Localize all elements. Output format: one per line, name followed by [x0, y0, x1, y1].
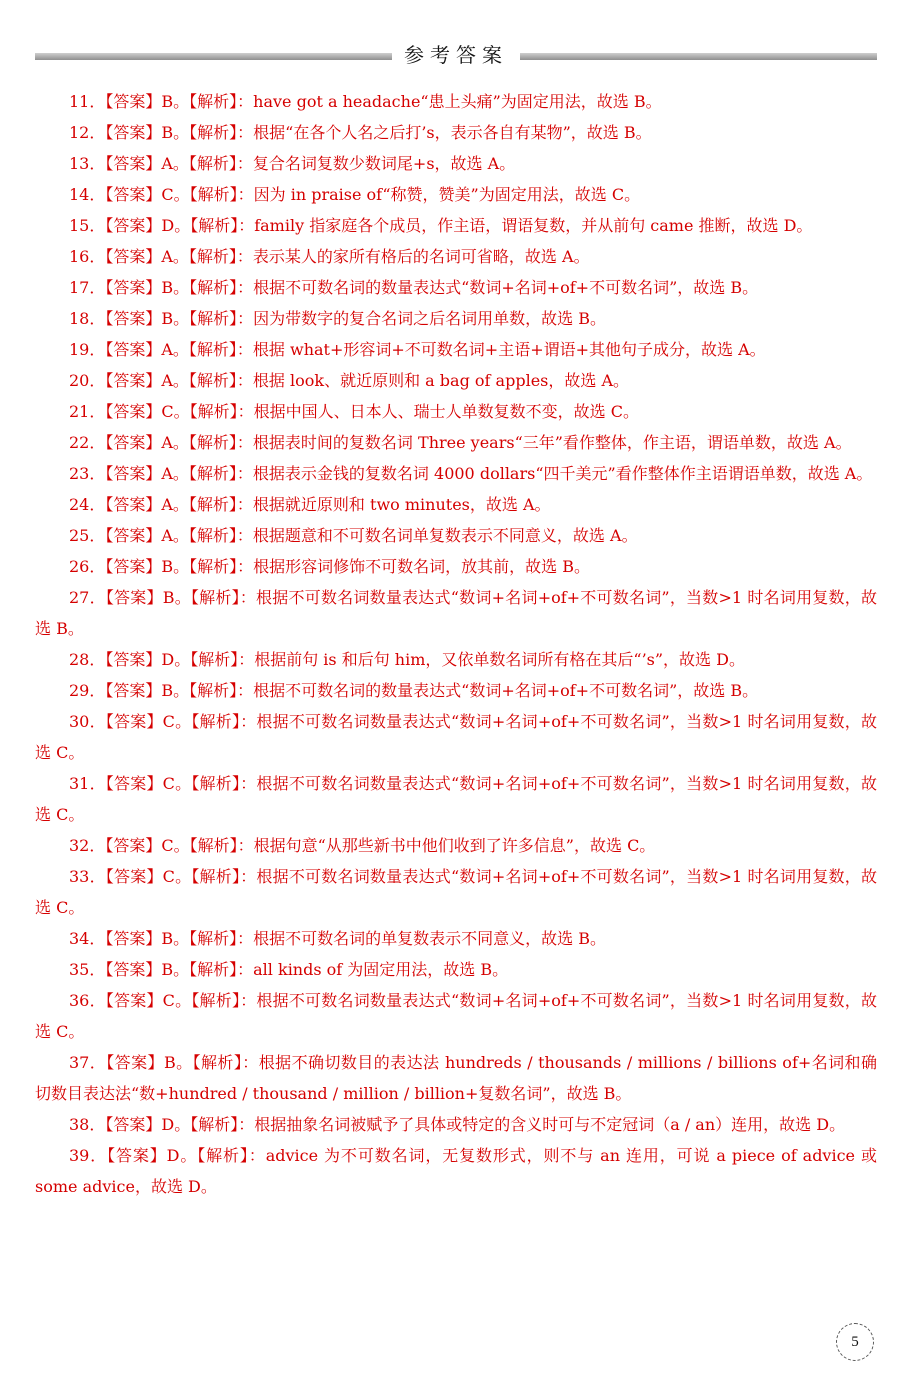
answer-item: [35, 768, 877, 830]
page-title: 参考答案: [392, 40, 520, 70]
answer-text: 【答案】C。【解析】：因为 in praise of“称赞，赞美”为固定用法，故选 C。: [105, 185, 641, 204]
answer-item: [35, 210, 877, 241]
answer-item: [35, 551, 877, 582]
answer-item: [35, 582, 877, 644]
answer-item: [35, 1047, 877, 1109]
answer-item: [35, 861, 877, 923]
answer-item: [35, 427, 877, 458]
answer-item: [35, 241, 877, 272]
answer-number: 28．: [69, 650, 106, 669]
answer-number: 19．: [69, 340, 106, 359]
answer-text: 【答案】A。【解析】：根据题意和不可数名词单复数表示不同意义，故选 A。: [105, 526, 638, 545]
answer-number: 32．: [69, 836, 106, 855]
answer-text: 【答案】B。【解析】：have got a headache“患上头痛”为固定用法，故选 B。: [105, 92, 662, 111]
answer-text: 【答案】C。【解析】：根据不可数名词数量表达式“数词+名词+of+不可数名词”，当数>1 时名词用复数，故选 C。: [35, 867, 877, 917]
answer-text: 【答案】B。【解析】：根据不可数名词的单复数表示不同意义，故选 B。: [105, 929, 606, 948]
answer-item: [35, 179, 877, 210]
answer-text: 【答案】A。【解析】：根据就近原则和 two minutes，故选 A。: [105, 495, 551, 514]
answer-number: 25．: [69, 526, 106, 545]
answer-item: [35, 365, 877, 396]
page-header: [35, 40, 877, 70]
answer-text: 【答案】C。【解析】：根据句意“从那些新书中他们收到了许多信息”，故选 C。: [105, 836, 656, 855]
answer-number: 35．: [69, 960, 106, 979]
answer-number: 36．: [69, 991, 106, 1010]
answer-text: 【答案】A。【解析】：根据 what+形容词+不可数名词+主语+谓语+其他句子成分，故选 A。: [105, 340, 766, 359]
answer-text: 【答案】B。【解析】：根据形容词修饰不可数名词，放其前，故选 B。: [105, 557, 590, 576]
answer-number: 13．: [69, 154, 106, 173]
answer-number: 26．: [69, 557, 106, 576]
answer-text: 【答案】D。【解析】：根据抽象名词被赋予了具体或特定的含义时可与不定冠词（a / an）连用，故选 D。: [105, 1115, 846, 1134]
answer-text: 【答案】A。【解析】：根据表示金钱的复数名词 4000 dollars“四千美元”看作整体作主语谓语单数，故选 A。: [105, 464, 873, 483]
answer-number: 33．: [69, 867, 106, 886]
answer-item: [35, 396, 877, 427]
answer-item: [35, 117, 877, 148]
answer-text: 【答案】C。【解析】：根据不可数名词数量表达式“数词+名词+of+不可数名词”，当数>1 时名词用复数，故选 C。: [35, 991, 877, 1041]
answer-list: [35, 86, 877, 1202]
answer-item: [35, 830, 877, 861]
answer-number: 18．: [69, 309, 106, 328]
answer-text: 【答案】B。【解析】：根据不可数名词的数量表达式“数词+名词+of+不可数名词”，故选 B。: [105, 278, 759, 297]
answer-text: 【答案】D。【解析】：根据前句 is 和后句 him，又依单数名词所有格在其后“’s”，故选 D。: [105, 650, 745, 669]
answer-item: [35, 489, 877, 520]
answer-number: 11．: [69, 92, 106, 111]
answer-item: [35, 458, 877, 489]
answer-number: 37．: [69, 1053, 107, 1072]
answer-number: 34．: [69, 929, 106, 948]
answer-text: 【答案】B。【解析】：根据不确切数目的表达法 hundreds / thousands / millions / billions of+名词和确切数目表达法“数+hundred / thousand / million / billion+复数名词”，故选 B。: [35, 1053, 877, 1103]
answer-item: [35, 86, 877, 117]
answer-number: 38．: [69, 1115, 106, 1134]
answer-item: [35, 272, 877, 303]
answer-text: 【答案】D。【解析】：family 指家庭各个成员，作主语，谓语复数，并从前句 came 推断，故选 D。: [105, 216, 813, 235]
answer-item: [35, 954, 877, 985]
answer-number: 16．: [69, 247, 106, 266]
answer-text: 【答案】B。【解析】：因为带数字的复合名词之后名词用单数，故选 B。: [105, 309, 606, 328]
answer-number: 30．: [69, 712, 106, 731]
answer-item: [35, 923, 877, 954]
answer-text: 【答案】B。【解析】：根据“在各个人名之后打’s，表示各自有某物”，故选 B。: [105, 123, 652, 142]
answer-number: 14．: [69, 185, 106, 204]
page-number: 5: [836, 1323, 874, 1361]
answer-text: 【答案】C。【解析】：根据不可数名词数量表达式“数词+名词+of+不可数名词”，当数>1 时名词用复数，故选 C。: [35, 712, 877, 762]
answer-text: 【答案】B。【解析】：根据不可数名词数量表达式“数词+名词+of+不可数名词”，当数>1 时名词用复数，故选 B。: [35, 588, 877, 638]
answer-number: 17．: [69, 278, 106, 297]
answer-number: 20．: [69, 371, 106, 390]
answer-text: 【答案】A。【解析】：根据 look、就近原则和 a bag of apples，故选 A。: [105, 371, 630, 390]
answer-text: 【答案】C。【解析】：根据中国人、日本人、瑞士人单数复数不变，故选 C。: [105, 402, 639, 421]
answer-item: [35, 148, 877, 179]
answer-item: [35, 520, 877, 551]
answer-number: 22．: [69, 433, 106, 452]
answer-item: [35, 334, 877, 365]
answer-item: [35, 1109, 877, 1140]
answer-text: 【答案】A。【解析】：复合名词复数少数词尾+s，故选 A。: [105, 154, 516, 173]
answer-text: 【答案】D。【解析】：advice 为不可数名词，无复数形式，则不与 an 连用，可说 a piece of advice 或 some advice，故选 D。: [35, 1146, 877, 1196]
answer-text: 【答案】A。【解析】：根据表时间的复数名词 Three years“三年”看作整体，作主语，谓语单数，故选 A。: [105, 433, 852, 452]
answer-text: 【答案】B。【解析】：all kinds of 为固定用法，故选 B。: [105, 960, 509, 979]
answer-text: 【答案】B。【解析】：根据不可数名词的数量表达式“数词+名词+of+不可数名词”，故选 B。: [105, 681, 759, 700]
answer-item: [35, 644, 877, 675]
answer-number: 24．: [69, 495, 106, 514]
answer-number: 12．: [69, 123, 106, 142]
answer-item: [35, 675, 877, 706]
answer-item: [35, 985, 877, 1047]
answer-item: [35, 303, 877, 334]
answer-text: 【答案】A。【解析】：表示某人的家所有格后的名词可省略，故选 A。: [105, 247, 590, 266]
answer-number: 23．: [69, 464, 106, 483]
answer-number: 29．: [69, 681, 106, 700]
answer-number: 39．: [69, 1146, 108, 1165]
answer-item: [35, 706, 877, 768]
answer-number: 31．: [69, 774, 106, 793]
answer-number: 21．: [69, 402, 106, 421]
answer-text: 【答案】C。【解析】：根据不可数名词数量表达式“数词+名词+of+不可数名词”，当数>1 时名词用复数，故选 C。: [35, 774, 877, 824]
answer-item: [35, 1140, 877, 1202]
answer-number: 27．: [69, 588, 106, 607]
answer-number: 15．: [69, 216, 106, 235]
